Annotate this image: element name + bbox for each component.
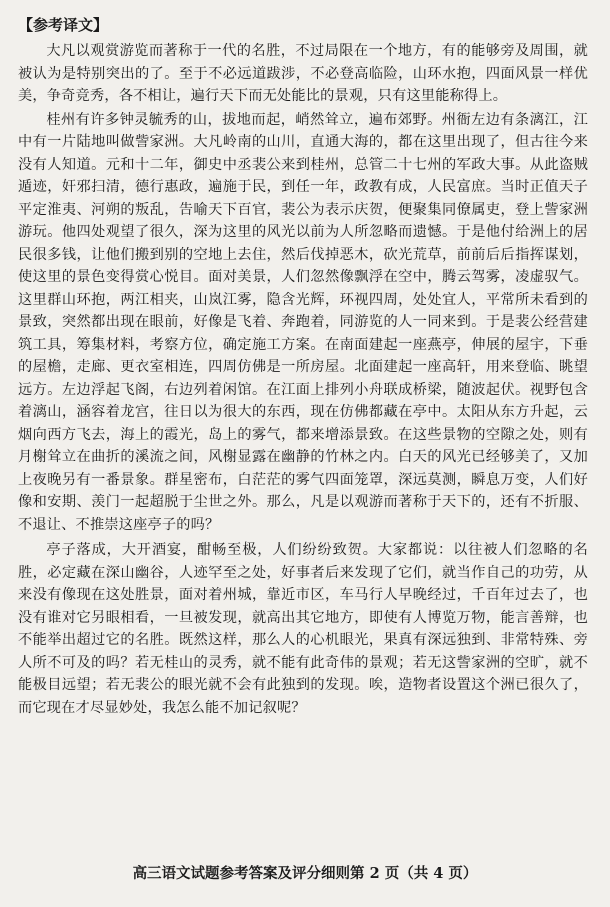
paragraph-3: 亭子落成，大开酒宴，酣畅至极，人们纷纷致贺。大家都说：以往被人们忽略的名胜，必定藏在深山幽谷，人迹罕至之处，好事者后来发现了它们，就当作自己的功劳，从来没有像现在这处胜景，面对着州城，靠近市区，车马行人早晚经过，千百年过去了，也没有谁对它另眼相看，一旦被发现，就高出其它地方，即使有人博览万物，能言善辩，也不能举出超过它的名胜。既然这样，那么人的心机眼光，果真有深远独到、非常特殊、旁人所不可及的吗？若无桂山的灵秀，就不能有此奇伟的景观；若无这訾家洲的空旷，就不能极目远望；若无裴公的眼光就不会有此独到的发现。唉，造物者设置这个洲已很久了，而它现在才尽显妙处，我怎么能不加记叙呢？ bbox=[18, 542, 588, 716]
paragraph-1: 大凡以观赏游览而著称于一代的名胜，不过局限在一个地方，有的能够旁及周围，就被认为是特别突出的了。至于不必远道跋涉，不必登高临险，山环水抱，四面风景一样优美，争奇竞秀，各不相让，遍行天下而无处能比的景观，只有这里能称得上。 bbox=[18, 43, 588, 104]
page-footer: 高三语文试题参考答案及评分细则第 2 页（共 4 页） bbox=[132, 865, 478, 882]
paragraph-2: 桂州有许多钟灵毓秀的山，拔地而起，峭然耸立，遍布郊野。州衙左边有条漓江，江中有一片陆地叫做訾家洲。大凡岭南的山川，直通大海的，都在这里出现了，但古往今来没有人知道。元和十二年，御史中丞裴公来到桂州，总管二十七州的军政大事。从此盗贼遁迹，奸邪扫清，德行惠政，遍施于民，到任一年，政教有成，人民富庶。当时正值天子平定淮夷、河朔的叛乱，告喻天下百官，裴公为表示庆贺，便聚集同僚属吏，登上訾家洲游玩。他四处观望了很久，深为这里的风光以前为人所忽略而遗憾。于是他付给洲上的居民很多钱，让他们搬到别的空地上去住，然后伐掉恶木，砍光荒草，前前后后指挥谋划，使这里的景色变得赏心悦目。面对美景，人们忽然像飘浮在空中，腾云驾雾，凌虚驭气。这里群山环抱，两江相夹，山岚江雾，隐含光辉，环视四周，处处宜人，平常所未看到的景致，突然都出现在眼前，好像是飞着、奔跑着，同游览的人一同来到。于是裴公经营建筑工具，筹集材料，考察方位，确定施工方案。在南面建起一座燕亭，伸展的屋宇，下垂的屋檐，走廊、更衣室相连，四周仿佛是一所房屋。北面建起一座高轩，用来登临、眺望远方。左边浮起飞阁，右边列着闲馆。在江面上排列小舟联成桥梁，随波起伏。视野包含着漓山，涵容着龙宫，往日以为很大的东西，现在仿佛都藏在亭中。太阳从东方升起，云烟向西方飞去，海上的霞光，岛上的雾气，都来增添景致。在这些景物的空隙之处，则有月榭耸立在曲折的溪流之间，风榭显露在幽静的竹林之内。白天的风光已经够美了，又加上夜晚另有一番景象。群星密布，白茫茫的雾气四面笼罩，深远莫测，瞬息万变，人们好像和安期、羡门一起超脱于尘世之外。那么，凡是以观游而著称于天下的，还有不折服、不退让、不推崇这座亭子的吗？ bbox=[18, 111, 588, 533]
section-heading: 【参考译文】 bbox=[18, 16, 109, 34]
